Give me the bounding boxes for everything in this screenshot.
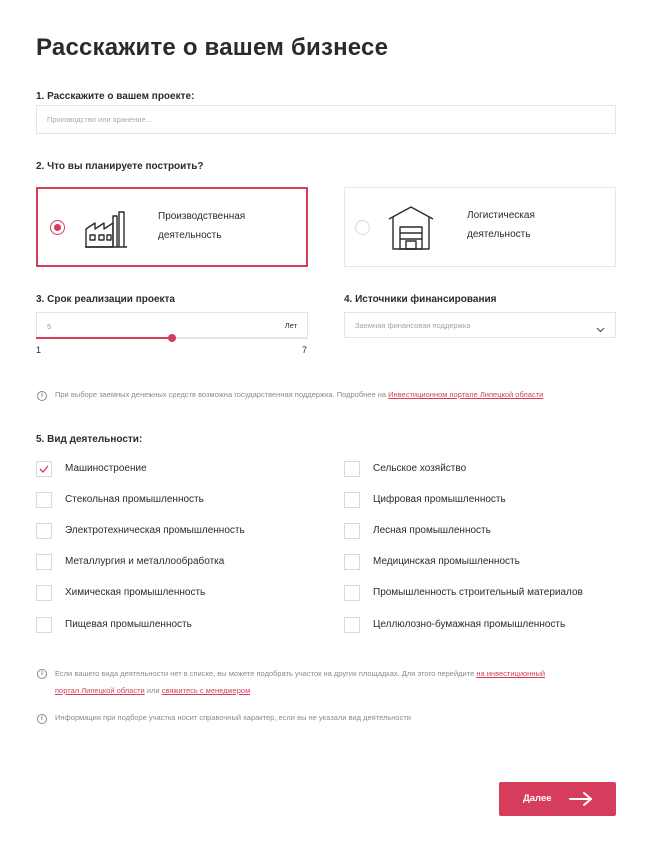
reference-note: Информация при подборе участка носит справочный характер, если вы не указали вид деятельности bbox=[55, 713, 411, 722]
info-icon: i bbox=[37, 669, 47, 679]
contact-manager-link[interactable]: свяжитесь с менеджером bbox=[161, 686, 251, 695]
activity-option[interactable] bbox=[344, 523, 614, 539]
activity-option-label: Машиностроение bbox=[65, 463, 147, 474]
next-button[interactable] bbox=[499, 782, 616, 816]
activity-option[interactable] bbox=[344, 585, 614, 601]
project-label: 1. Расскажите о вашем проекте: bbox=[36, 91, 195, 102]
term-label: 3. Срок реализации проекта bbox=[36, 294, 175, 305]
investment-portal-link-2[interactable]: на инвестиционный bbox=[476, 669, 546, 678]
activity-option-label: Пищевая промышленность bbox=[65, 619, 192, 630]
activity-option-label: Сельское хозяйство bbox=[373, 463, 467, 474]
term-slider-thumb[interactable] bbox=[168, 334, 176, 342]
term-unit: Лет bbox=[284, 321, 297, 330]
activity-checkbox[interactable] bbox=[344, 585, 360, 601]
term-slider-fill bbox=[36, 337, 172, 339]
build-option-logistics[interactable] bbox=[344, 187, 616, 267]
funding-label: 4. Источники финансирования bbox=[344, 294, 497, 305]
activity-option-label: Химическая промышленность bbox=[65, 587, 206, 598]
activity-option-label: Металлургия и металлообработка bbox=[65, 556, 225, 567]
info-icon: i bbox=[37, 714, 47, 724]
activity-option-label: Электротехническая промышленность bbox=[65, 525, 245, 536]
activity-checkbox[interactable] bbox=[344, 617, 360, 633]
term-value: 5 bbox=[47, 322, 52, 331]
term-slider-track[interactable] bbox=[36, 337, 308, 339]
factory-icon bbox=[84, 210, 128, 253]
term-min: 1 bbox=[36, 345, 42, 355]
activity-option-label: Цифровая промышленность bbox=[373, 494, 506, 505]
chevron-down-icon bbox=[596, 321, 605, 339]
activity-option-label: Промышленность строительный материалов bbox=[373, 587, 583, 598]
activity-option[interactable] bbox=[36, 523, 306, 539]
funding-select[interactable] bbox=[344, 312, 616, 338]
activity-option-label: Медицинская промышленность bbox=[373, 556, 520, 567]
activity-checkbox[interactable] bbox=[344, 523, 360, 539]
activity-label: 5. Вид деятельности: bbox=[36, 434, 143, 445]
activity-checkbox[interactable] bbox=[36, 554, 52, 570]
funding-selected-value: Заемная финансовая поддержка bbox=[355, 321, 471, 330]
investment-portal-link-3[interactable]: портал Липецкой области bbox=[55, 686, 145, 695]
other-note-or: или bbox=[144, 686, 162, 695]
arrow-right-icon bbox=[569, 791, 593, 810]
activity-checkbox[interactable] bbox=[36, 492, 52, 508]
activity-option[interactable] bbox=[36, 461, 306, 477]
activity-option[interactable] bbox=[344, 617, 614, 633]
investment-portal-link[interactable]: Инвестиционном портале Липецкой области bbox=[388, 390, 544, 399]
activity-checkbox[interactable] bbox=[344, 492, 360, 508]
info-icon: i bbox=[37, 391, 47, 401]
activity-option[interactable] bbox=[344, 554, 614, 570]
build-type-label: 2. Что вы планируете построить? bbox=[36, 161, 204, 172]
activity-option[interactable] bbox=[36, 617, 306, 633]
activity-option-label: Целлюлозно-бумажная промышленность bbox=[373, 619, 566, 630]
other-activity-note bbox=[55, 665, 627, 699]
support-note bbox=[55, 386, 543, 403]
activity-option[interactable] bbox=[36, 492, 306, 508]
activity-checkbox[interactable] bbox=[344, 554, 360, 570]
activity-option-label: Лесная промышленность bbox=[373, 525, 491, 536]
activity-checkbox[interactable] bbox=[344, 461, 360, 477]
logistics-label: Логистическая деятельность bbox=[467, 210, 535, 240]
logistics-radio[interactable] bbox=[355, 220, 370, 235]
warehouse-icon bbox=[387, 205, 435, 256]
activity-option[interactable] bbox=[36, 585, 306, 601]
activity-checkbox[interactable] bbox=[36, 523, 52, 539]
next-button-label: Далее bbox=[523, 793, 552, 804]
activity-option[interactable] bbox=[344, 492, 614, 508]
activity-checkbox[interactable] bbox=[36, 617, 52, 633]
activity-option[interactable] bbox=[344, 461, 614, 477]
build-option-production[interactable] bbox=[36, 187, 308, 267]
production-radio[interactable] bbox=[50, 220, 65, 235]
activity-checkbox[interactable] bbox=[36, 461, 52, 477]
checkmark-icon bbox=[39, 464, 49, 474]
page-title: Расскажите о вашем бизнесе bbox=[36, 34, 389, 61]
term-max: 7 bbox=[302, 345, 308, 355]
activity-checkbox[interactable] bbox=[36, 585, 52, 601]
project-input[interactable] bbox=[36, 105, 616, 134]
support-note-text: При выборе заемных денежных средств возможна государственная поддержка. Подробнее на bbox=[55, 390, 389, 399]
other-note-text: Если вашего вида деятельности нет в списке, вы можете подобрать участок на других площадках. Для этого перейдите bbox=[55, 669, 477, 678]
production-label: Производственная деятельность bbox=[158, 211, 246, 241]
activity-option-label: Стекольная промышленность bbox=[65, 494, 204, 505]
activity-option[interactable] bbox=[36, 554, 306, 570]
